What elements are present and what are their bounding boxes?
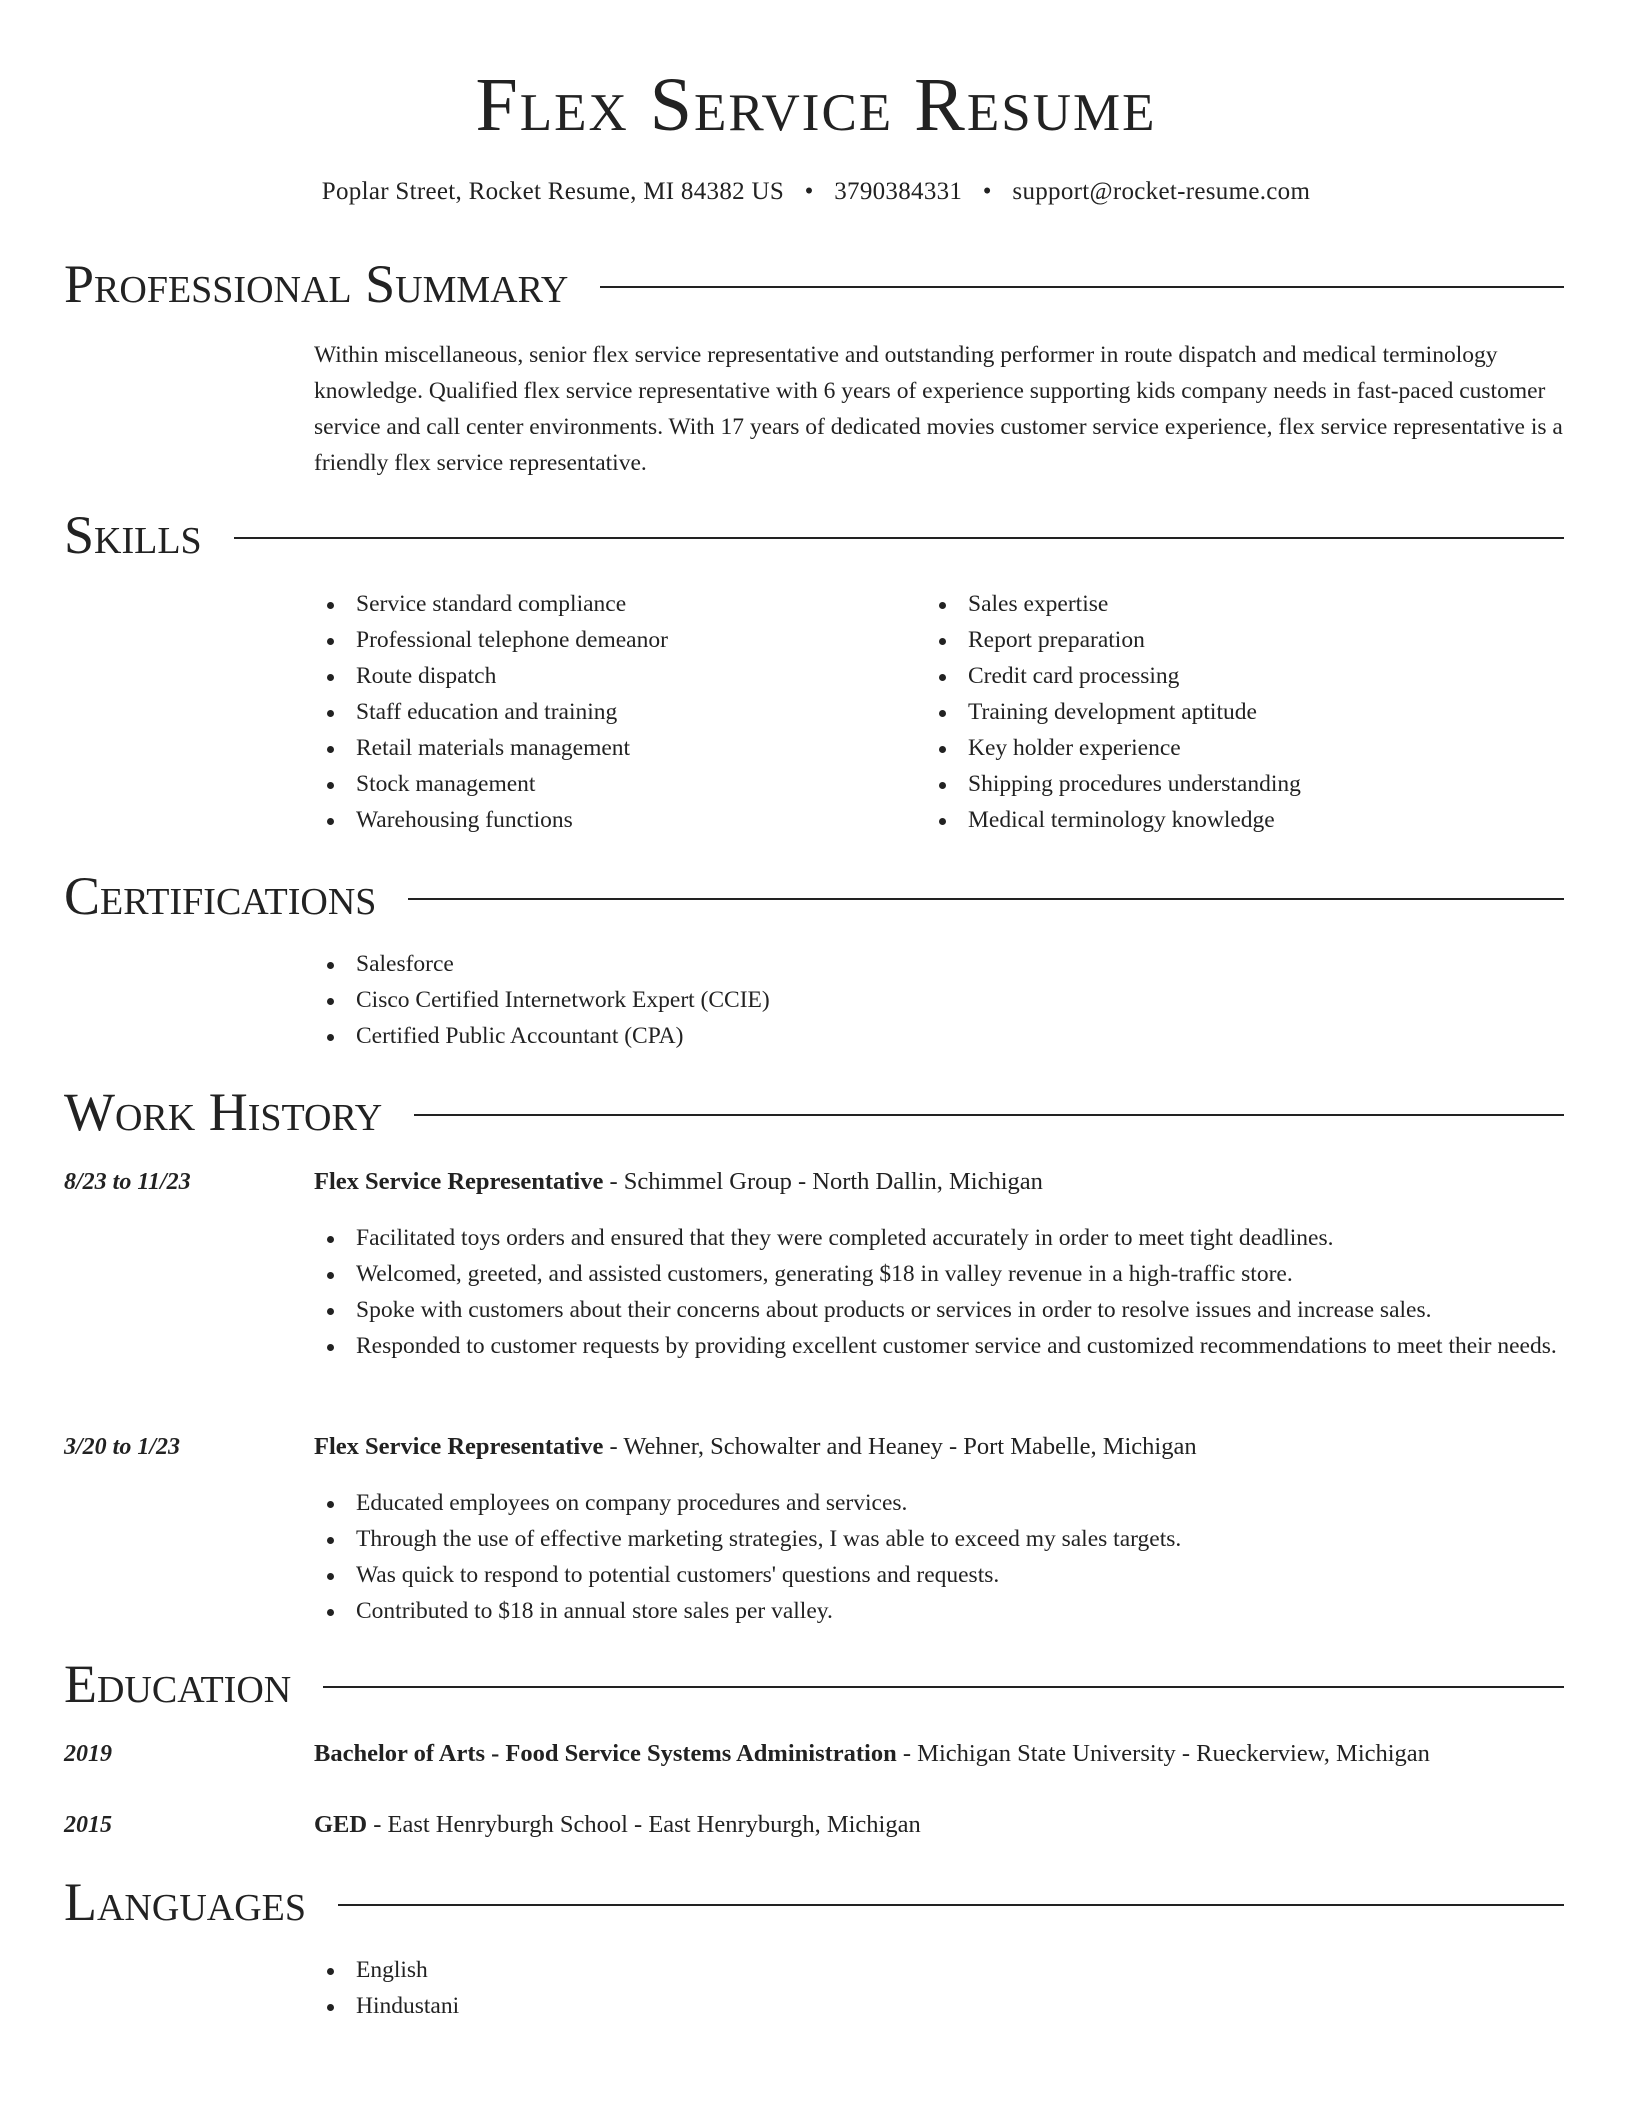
address: Poplar Street, Rocket Resume, MI 84382 US xyxy=(321,178,785,205)
list-item: Key holder experience xyxy=(924,730,1544,766)
skills-right-column xyxy=(924,586,1544,838)
section-divider xyxy=(234,537,1564,539)
list-item: Salesforce xyxy=(312,946,1562,982)
education-degree: Bachelor of Arts - Food Service Systems Administration xyxy=(314,1740,897,1767)
list-item: Hindustani xyxy=(312,1988,1562,2024)
job-dates: 3/20 to 1/23 xyxy=(64,1434,181,1460)
list-item: Was quick to respond to potential customers' questions and requests. xyxy=(312,1557,1564,1593)
section-divider xyxy=(323,1686,1564,1688)
section-title: Skills xyxy=(64,505,202,565)
list-item: Spoke with customers about their concerns about products or services in order to resolve issues and increase sales. xyxy=(312,1292,1564,1328)
skills-left-column xyxy=(312,586,912,838)
list-item: Shipping procedures understanding xyxy=(924,766,1544,802)
education-school: - Michigan State University - Rueckerview, Michigan xyxy=(896,1740,1430,1767)
job-title: Flex Service Representative xyxy=(314,1168,604,1195)
list-item: Educated employees on company procedures and services. xyxy=(312,1485,1564,1521)
list-item: Training development aptitude xyxy=(924,694,1544,730)
list-item: Service standard compliance xyxy=(312,586,912,622)
list-item: Credit card processing xyxy=(924,658,1544,694)
section-divider xyxy=(408,898,1564,900)
phone: 3790384331 xyxy=(834,178,963,205)
separator-dot: • xyxy=(982,178,992,205)
list-item: Responded to customer requests by providing excellent customer service and customized recommendations to meet their needs. xyxy=(312,1328,1564,1364)
certifications-list xyxy=(312,946,1562,1054)
list-item: Cisco Certified Internetwork Expert (CCIE) xyxy=(312,982,1562,1018)
job-title: Flex Service Representative xyxy=(314,1433,604,1460)
list-item: Route dispatch xyxy=(312,658,912,694)
job-bullets xyxy=(312,1220,1564,1364)
list-item: Certified Public Accountant (CPA) xyxy=(312,1018,1562,1054)
list-item: Report preparation xyxy=(924,622,1544,658)
languages-list xyxy=(312,1952,1562,2024)
list-item: Through the use of effective marketing strategies, I was able to exceed my sales targets. xyxy=(312,1521,1564,1557)
list-item: Contributed to $18 in annual store sales per valley. xyxy=(312,1593,1564,1629)
email: support@rocket-resume.com xyxy=(1012,178,1311,205)
certifications-section-header xyxy=(64,864,1564,928)
job-employer: - Schimmel Group - North Dallin, Michigan xyxy=(603,1168,1043,1195)
list-item: Facilitated toys orders and ensured that they were completed accurately in order to meet tight deadlines. xyxy=(312,1220,1564,1256)
education-year: 2015 xyxy=(64,1812,112,1838)
section-divider xyxy=(414,1114,1564,1116)
education-school: - East Henryburgh School - East Henryburgh, Michigan xyxy=(367,1811,921,1838)
languages-section-header xyxy=(64,1870,1564,1934)
section-divider xyxy=(600,286,1564,288)
summary-text: Within miscellaneous, senior flex service representative and outstanding performer in route dispatch and medical terminology knowledge. Qualified flex service representative with 6 years of experience supporting kids company needs in fast-paced customer service and call center environments. With 17 years of dedicated movies customer service experience, flex service representative is a friendly flex service representative. xyxy=(314,342,1563,476)
section-title: Work History xyxy=(64,1082,383,1142)
education-section-header xyxy=(64,1652,1564,1716)
list-item: Retail materials management xyxy=(312,730,912,766)
work-section-header xyxy=(64,1080,1564,1144)
education-degree: GED xyxy=(314,1811,368,1838)
resume-name: Flex Service Resume xyxy=(475,63,1157,147)
list-item: Stock management xyxy=(312,766,912,802)
education-year: 2019 xyxy=(64,1741,112,1767)
education-line xyxy=(314,1736,1564,1772)
list-item: Warehousing functions xyxy=(312,802,912,838)
section-divider xyxy=(338,1904,1564,1906)
section-title: Professional Summary xyxy=(64,254,569,314)
job-employer: - Wehner, Schowalter and Heaney - Port Mabelle, Michigan xyxy=(603,1433,1197,1460)
list-item: Welcomed, greeted, and assisted customers, generating $18 in valley revenue in a high-traffic store. xyxy=(312,1256,1564,1292)
job-bullets xyxy=(312,1485,1564,1629)
list-item: Professional telephone demeanor xyxy=(312,622,912,658)
separator-dot: • xyxy=(804,178,814,205)
education-line xyxy=(314,1807,1564,1843)
job-title-line xyxy=(314,1164,1564,1200)
job-title-line xyxy=(314,1429,1564,1465)
summary-section-header xyxy=(64,252,1564,316)
skills-section-header xyxy=(64,503,1564,567)
list-item: Medical terminology knowledge xyxy=(924,802,1544,838)
section-title: Certifications xyxy=(64,866,377,926)
section-title: Education xyxy=(64,1654,292,1714)
contact-line xyxy=(0,174,1632,210)
list-item: Sales expertise xyxy=(924,586,1544,622)
list-item: English xyxy=(312,1952,1562,1988)
section-title: Languages xyxy=(64,1872,306,1932)
list-item: Staff education and training xyxy=(312,694,912,730)
job-dates: 8/23 to 11/23 xyxy=(64,1169,191,1195)
